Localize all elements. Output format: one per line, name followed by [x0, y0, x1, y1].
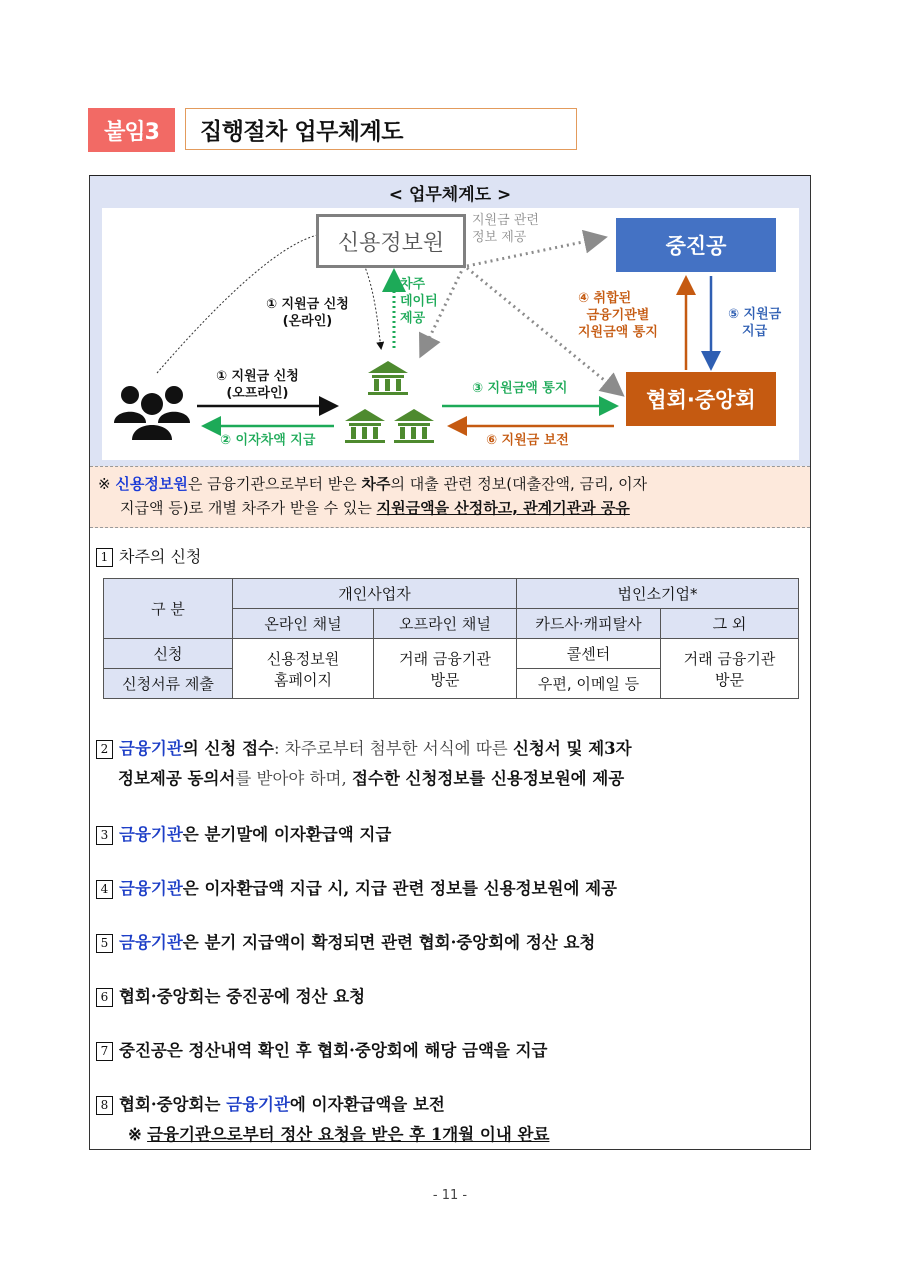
- table-group-header: 법인소기업*: [517, 579, 799, 609]
- label-borrower-data: [400, 276, 438, 327]
- kcb-note: [90, 466, 810, 528]
- bank-icon: [368, 361, 408, 395]
- note-text: 의 대출 관련 정보(대출잔액, 금리, 이자: [390, 475, 648, 493]
- label-line: 제공: [400, 311, 426, 326]
- note-text: 지급액 등)로 개별 차주가 받을 수 있는: [120, 499, 377, 517]
- label-line: 지원금액 통지: [578, 325, 658, 340]
- step-text: 접수한 신청정보를 신용정보원에 제공: [351, 769, 625, 788]
- table-row: [104, 639, 799, 669]
- step-number: 2: [96, 740, 113, 759]
- fin-institution: 금융기관: [119, 933, 183, 952]
- people-group-icon: [114, 386, 190, 440]
- bank-icon: [345, 409, 385, 443]
- step-7: [96, 1036, 548, 1066]
- section-borrower-application: [96, 544, 201, 567]
- label-line: 지급: [742, 324, 768, 339]
- label-line: 데이터: [400, 294, 438, 309]
- step-8-note: [96, 1120, 549, 1150]
- step-note-text: 금융기관으로부터 정산 요청을 받은 후 1개월 이내 완료: [147, 1125, 550, 1144]
- table-cell: 콜센터: [517, 639, 661, 669]
- note-borrower: 차주: [361, 475, 391, 493]
- table-col-header: 그 외: [661, 609, 799, 639]
- step-text: 은 분기말에 이자환급액 지급: [182, 825, 392, 844]
- note-kcb: 신용정보원: [115, 475, 188, 493]
- step-3: [96, 820, 391, 850]
- table-cell: 우편, 이메일 등: [517, 669, 661, 699]
- step-line: [96, 764, 632, 794]
- label-line: (온라인): [282, 314, 333, 329]
- note-mark: ※: [98, 475, 111, 493]
- table-group-header: 개인사업자: [233, 579, 517, 609]
- node-association: 협회·중앙회: [626, 372, 776, 426]
- table-cell: [661, 639, 799, 699]
- cell-line: 거래 금융기관: [399, 649, 491, 668]
- step-text: 를 받아야 하며,: [235, 769, 352, 788]
- label-compensate: ⑥ 지원금 보전: [486, 433, 569, 448]
- cell-line: 거래 금융기관: [683, 649, 776, 668]
- step-number: 6: [96, 988, 113, 1007]
- content-box: [89, 175, 811, 1150]
- diagram-title: < 업무체계도 >: [388, 185, 512, 205]
- cell-line: 방문: [715, 670, 744, 689]
- node-kcb: 신용정보원: [316, 214, 466, 268]
- attachment-tag: 붙임3: [88, 108, 175, 152]
- label-line: 금융기관별: [586, 308, 650, 323]
- step-number: 3: [96, 826, 113, 845]
- label-line: ⑤ 지원금: [728, 307, 782, 322]
- label-line: ④ 취합된: [578, 291, 632, 306]
- note-emphasis: 지원금액을 산정하고, 관계기관과 공유: [376, 499, 630, 517]
- step-text: 은 이자환급액 지급 시, 지급 관련 정보를 신용정보원에 제공: [182, 879, 618, 898]
- note-mark: ※: [128, 1125, 142, 1144]
- label-line: (오프라인): [226, 386, 289, 401]
- step-text: : 차주로부터 첨부한 서식에 따른: [273, 739, 513, 758]
- step-number: 1: [96, 548, 113, 567]
- table-cell: [233, 639, 374, 699]
- cell-line: 신용정보원: [266, 649, 340, 668]
- step-2: [96, 734, 632, 794]
- section-title: 차주의 신청: [119, 547, 202, 566]
- node-kodit: 중진공: [616, 218, 776, 272]
- table-row-label: 신청: [104, 639, 233, 669]
- label-line: 지원금 관련: [472, 213, 539, 228]
- table-row-label: 신청서류 제출: [104, 669, 233, 699]
- table-row: [104, 579, 799, 609]
- step-5: [96, 928, 595, 958]
- table-cell: [374, 639, 517, 699]
- fin-institution: 금융기관: [226, 1095, 290, 1114]
- step-number: 5: [96, 934, 113, 953]
- step-6: [96, 982, 365, 1012]
- table-col-header: 온라인 채널: [233, 609, 374, 639]
- note-line-1: [98, 472, 802, 496]
- note-line-2: [98, 496, 802, 520]
- fin-institution: 금융기관: [119, 879, 183, 898]
- table-col-header: 카드사·캐피탈사: [517, 609, 661, 639]
- application-channel-table: [103, 578, 799, 699]
- note-text: 은 금융기관으로부터 받은: [187, 475, 362, 493]
- label-interest-pay: ② 이자차액 지급: [220, 433, 316, 448]
- label-apply-offline: [216, 368, 299, 402]
- step-8: [96, 1090, 549, 1150]
- workflow-diagram: [90, 176, 810, 466]
- label-support-pay: [728, 306, 781, 340]
- step-line: [96, 1090, 549, 1120]
- step-text: 협회·중앙회는: [119, 1095, 227, 1114]
- step-text: 신청서 및 제3자: [512, 739, 632, 758]
- fin-institution: 금융기관: [119, 825, 183, 844]
- step-number: 4: [96, 880, 113, 899]
- step-4: [96, 874, 617, 904]
- step-text: 정보제공 동의서: [118, 769, 236, 788]
- page-title: 집행절차 업무체계도: [185, 108, 577, 150]
- table-corner: 구 분: [104, 579, 233, 639]
- step-text: 협회·중앙회는 중진공에 정산 요청: [119, 987, 366, 1006]
- step-number: 7: [96, 1042, 113, 1061]
- label-line: ① 지원금 신청: [216, 369, 299, 384]
- page-number: - 11 -: [432, 1188, 468, 1203]
- label-line: 차주: [400, 277, 426, 292]
- step-number: 8: [96, 1096, 113, 1115]
- table-col-header: 오프라인 채널: [374, 609, 517, 639]
- cell-line: 방문: [430, 670, 460, 689]
- step-text: 의 신청 접수: [182, 739, 274, 758]
- diagram-canvas: [102, 208, 799, 460]
- label-amount-notice: ③ 지원금액 통지: [472, 381, 568, 396]
- label-info-provide: [472, 212, 539, 246]
- label-line: 정보 제공: [472, 230, 527, 245]
- step-text: 에 이자환급액을 보전: [289, 1095, 445, 1114]
- label-line: ① 지원금 신청: [266, 297, 349, 312]
- step-text: 중진공은 정산내역 확인 후 협회·중앙회에 해당 금액을 지급: [119, 1041, 548, 1060]
- cell-line: 홈페이지: [274, 670, 332, 689]
- bank-icon: [394, 409, 434, 443]
- label-aggregate-notice: [578, 290, 658, 341]
- step-text: 은 분기 지급액이 확정되면 관련 협회·중앙회에 정산 요청: [182, 933, 596, 952]
- step-line: [96, 734, 632, 764]
- fin-institution: 금융기관: [119, 739, 183, 758]
- label-apply-online: [266, 296, 349, 330]
